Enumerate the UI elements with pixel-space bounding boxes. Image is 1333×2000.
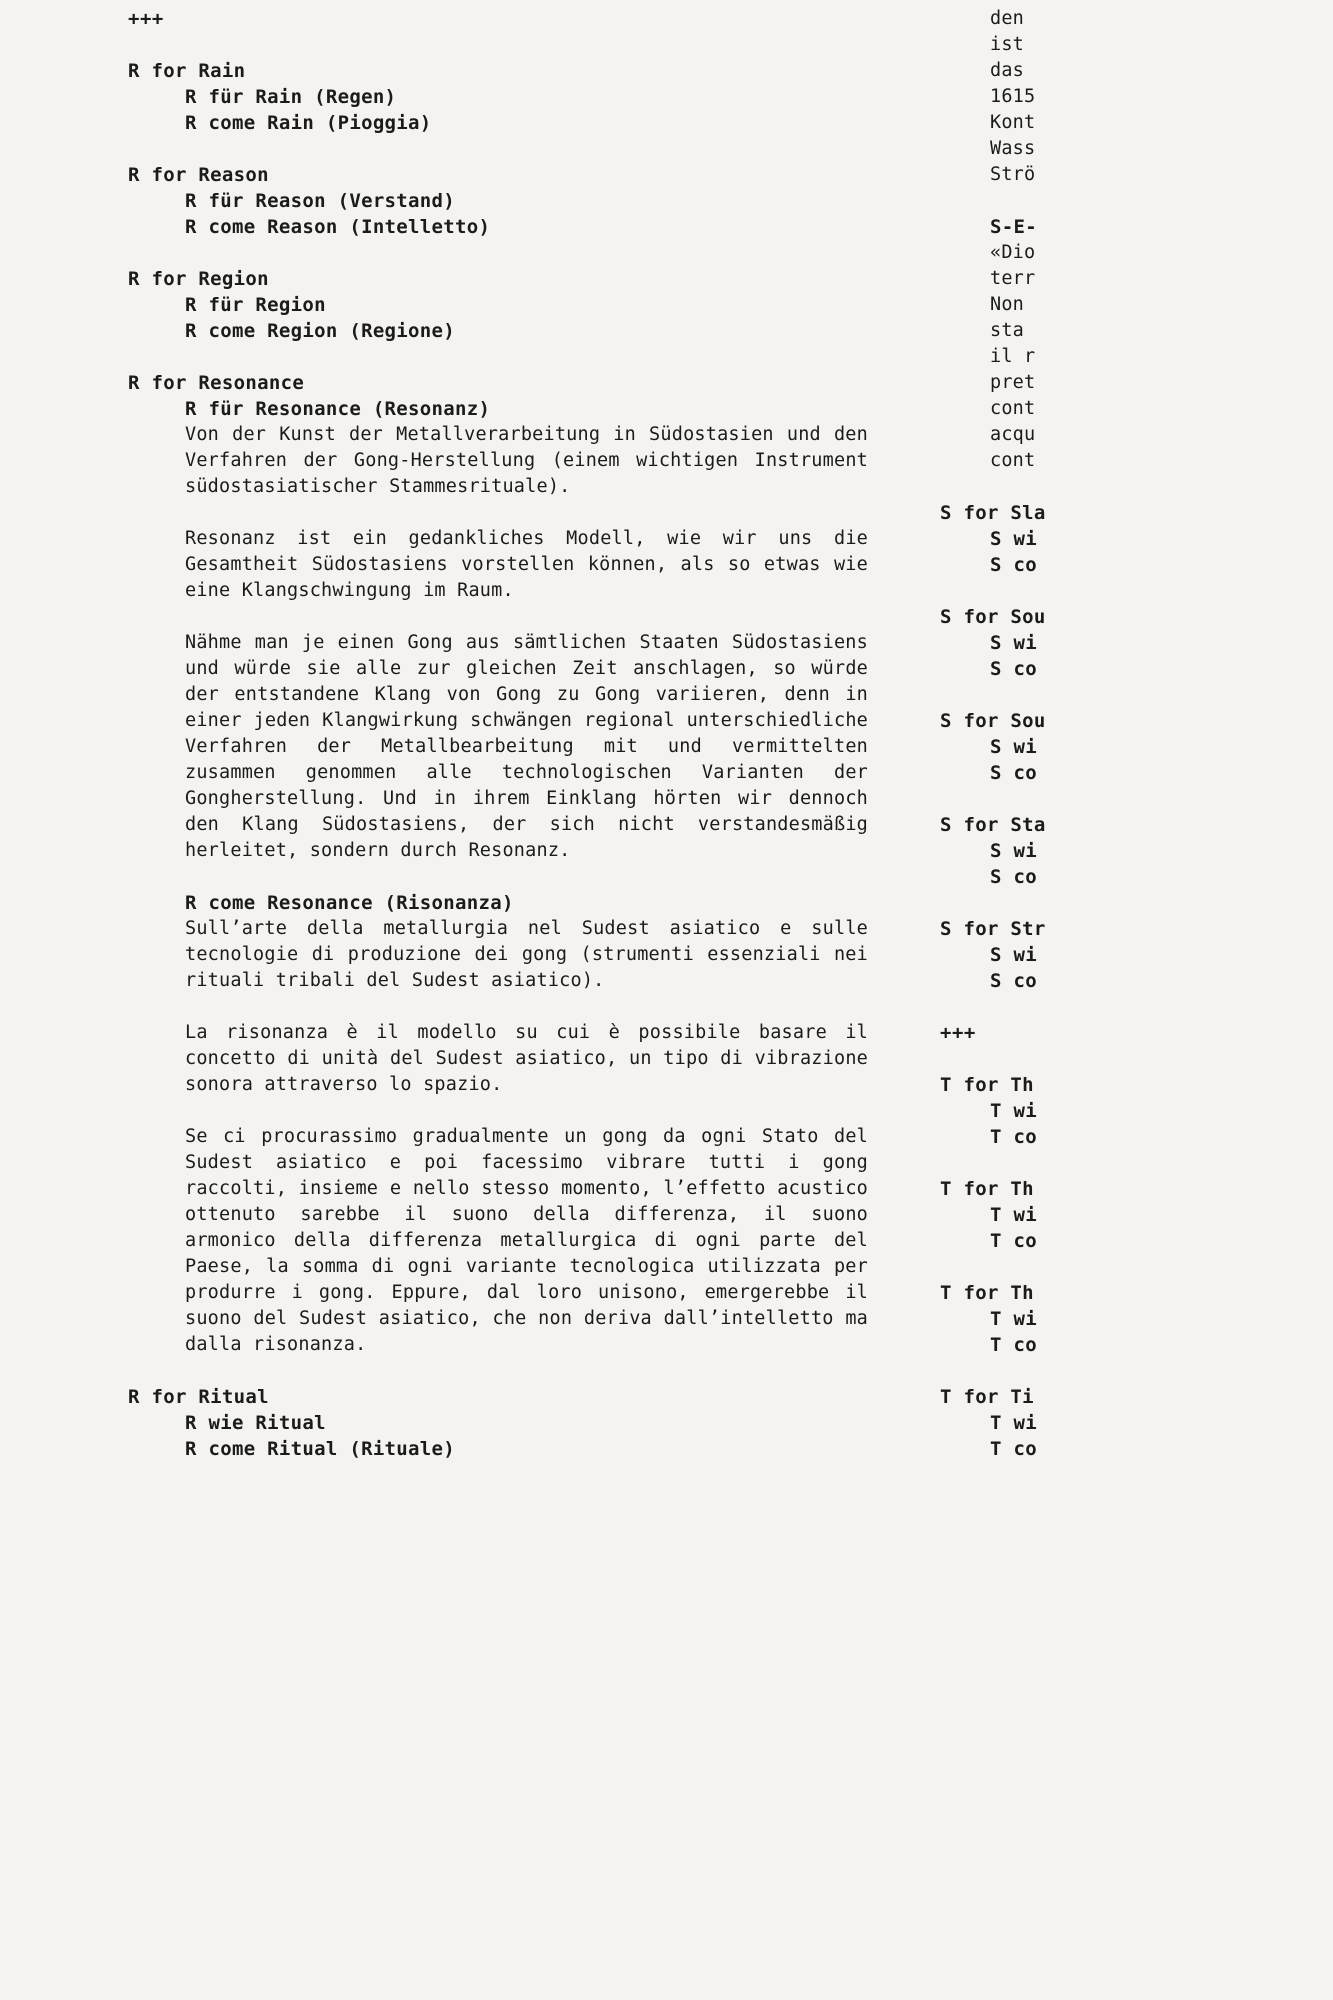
side-entry-sub-it: T co (990, 1126, 1037, 1148)
entry-heading: R for Rain (128, 60, 246, 82)
side-se-line: cont (990, 398, 1036, 419)
entry-ritual (128, 1384, 868, 1462)
side-se-line: sta (990, 320, 1036, 341)
side-se-line: «Dio (990, 242, 1036, 263)
side-entry-sub-it: T co (990, 1334, 1037, 1356)
entry-sub-it: R come Rain (Pioggia) (185, 112, 432, 134)
side-fragment-line: 1615 (990, 86, 1036, 107)
entry-heading: R for Reason (128, 164, 269, 186)
side-entry-heading: S for Sou (940, 606, 1046, 628)
entry-sub-it: R come Reason (Intelletto) (185, 216, 491, 238)
side-entry-sub-it: T co (990, 1438, 1037, 1460)
side-entry-sub-it: S co (990, 554, 1037, 576)
side-entry-heading: S for Sta (940, 814, 1046, 836)
side-entry-heading: T for Th (940, 1074, 1034, 1096)
side-entry-sub-de: T wi (990, 1308, 1037, 1330)
side-fragment-line: Kont (990, 112, 1036, 133)
side-entry-heading: S for Sla (940, 502, 1046, 524)
side-separator: +++ (940, 1022, 976, 1044)
resonance-italian-paragraph-2: La risonanza è il modello su cui è possibile basare il concetto di unità del Sudest asiatico, un tipo di vibrazione sonora attraverso lo spazio. (185, 1022, 868, 1095)
side-se-line: terr (990, 268, 1036, 289)
entry-heading: R for Ritual (128, 1386, 269, 1408)
main-column (128, 0, 868, 1462)
side-entry-sub-de: S wi (990, 632, 1037, 654)
side-entry-sub-it: S co (990, 658, 1037, 680)
resonance-german-paragraph-2: Resonanz ist ein gedankliches Modell, wie wir uns die Gesamtheit Südostasiens vorstellen können, als so etwas wie eine Klangschwingung im Raum. (185, 528, 868, 601)
entry-heading: R for Resonance (128, 372, 305, 394)
entry-reason (128, 162, 868, 240)
side-entry-sub-de: T wi (990, 1100, 1037, 1122)
side-entry-heading: T for Th (940, 1178, 1034, 1200)
resonance-german-paragraph-3: Nähme man je einen Gong aus sämtlichen Staaten Südostasiens und würde sie alle zur gleichen Zeit anschlagen, so würde der entstandene Klang von Gong zu Gong variieren, denn in einer jeden Klangwirkung schwängen regional unterschiedliche Verfahren der Metallbearbeitung mit und vermittelten zusammen genommen alle technologischen Varianten der Gongherstellung. Und in ihrem Einklang hörten wir dennoch den Klang Südostasiens, der sich nicht verstandesmäßig herleitet, sondern durch Resonanz. (185, 632, 868, 861)
side-se-line: cont (990, 450, 1036, 471)
side-entry-heading: S for Str (940, 918, 1046, 940)
resonance-italian-paragraph-1: Sull’arte della metallurgia nel Sudest asiatico e sulle tecnologie di produzione dei gong (strumenti essenziali nei rituali tribali del Sudest asiatico). (185, 918, 868, 991)
entry-resonance (128, 370, 868, 1358)
side-entry-heading: T for Th (940, 1282, 1034, 1304)
side-entry-sub-de: T wi (990, 1204, 1037, 1226)
side-se-line: Non (990, 294, 1036, 315)
side-column (940, 0, 1333, 1462)
resonance-german-title: R für Resonance (Resonanz) (185, 398, 491, 420)
side-entry-sub-de: T wi (990, 1412, 1037, 1434)
entry-rain (128, 58, 868, 136)
side-fragment-line: das (990, 60, 1036, 81)
resonance-italian-title: R come Resonance (Risonanza) (185, 892, 514, 914)
side-entry-heading: T for Ti (940, 1386, 1034, 1408)
entry-sub-it: R come Region (Regione) (185, 320, 455, 342)
entry-sub-de: R für Reason (Verstand) (185, 190, 455, 212)
entry-sub-de: R für Region (185, 294, 326, 316)
side-entry-sub-de: S wi (990, 840, 1037, 862)
side-entry-sub-it: S co (990, 762, 1037, 784)
side-fragment-line: den (990, 8, 1036, 29)
entry-sub-de: R wie Ritual (185, 1412, 326, 1434)
side-entry-sub-de: S wi (990, 528, 1037, 550)
side-fragment-line: ist (990, 34, 1036, 55)
entry-sub-it: R come Ritual (Rituale) (185, 1438, 455, 1460)
side-se-title: S-E- (990, 216, 1037, 238)
side-entry-sub-it: T co (990, 1230, 1037, 1252)
side-entry-heading: S for Sou (940, 710, 1046, 732)
resonance-german-paragraph-1: Von der Kunst der Metallverarbeitung in Südostasien und den Verfahren der Gong-Herstellung (einem wichtigen Instrument südostasiatischer Stammesrituale). (185, 424, 868, 497)
resonance-italian-paragraph-3: Se ci procurassimo gradualmente un gong da ogni Stato del Sudest asiatico e poi facessimo vibrare tutti i gong raccolti, insieme e nello stesso momento, l’effetto acustico ottenuto sarebbe il suono della differenza, il suono armonico della differenza metallurgica di ogni parte del Paese, la somma di ogni variante tecnologica utilizzata per produrre i gong. Eppure, dal loro unisono, emergerebbe il suono del Sudest asiatico, che non deriva dall’intelletto ma dalla risonanza. (185, 1126, 868, 1355)
side-entry-sub-it: S co (990, 970, 1037, 992)
side-se-line: acqu (990, 424, 1036, 445)
side-se-line: il r (990, 346, 1036, 367)
side-fragment-line: Wass (990, 138, 1036, 159)
side-entry-sub-de: S wi (990, 736, 1037, 758)
entry-region (128, 266, 868, 344)
side-se-line: pret (990, 372, 1036, 393)
entry-heading: R for Region (128, 268, 269, 290)
side-fragment-line: Strö (990, 164, 1036, 185)
separator-top: +++ (128, 8, 164, 30)
side-entry-sub-de: S wi (990, 944, 1037, 966)
side-entry-sub-it: S co (990, 866, 1037, 888)
entry-sub-de: R für Rain (Regen) (185, 86, 397, 108)
